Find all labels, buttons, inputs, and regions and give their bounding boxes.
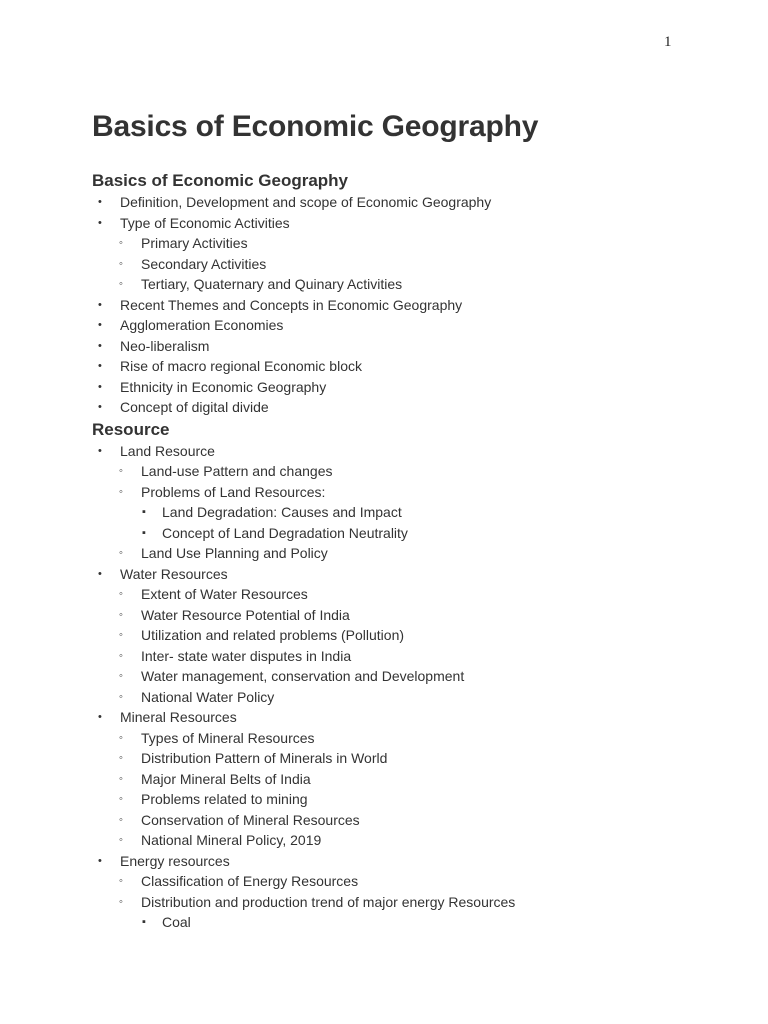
bullet-icon: •: [98, 319, 102, 331]
bullet-icon: ◦: [119, 608, 123, 621]
outline-item-level-2: [92, 687, 692, 708]
document-title: Basics of Economic Geography: [92, 110, 539, 143]
bullet-icon: ◦: [119, 875, 123, 887]
outline-item-text: Problems of Land Resources:: [141, 483, 326, 500]
outline-item-text: Neo-liberalism: [120, 337, 210, 354]
outline-item-level-1: [92, 213, 692, 234]
outline-item-level-2: [92, 274, 692, 295]
bullet-icon: ▪: [142, 506, 146, 518]
outline-item-level-2: [92, 892, 692, 913]
outline-list: [92, 441, 692, 933]
bullet-icon: ◦: [119, 752, 123, 764]
outline-item-level-1: [92, 377, 692, 398]
outline-item-level-2: [92, 482, 692, 503]
bullet-icon: •: [98, 567, 102, 580]
outline-item-text: Type of Economic Activities: [120, 214, 290, 231]
outline-item-text: Primary Activities: [141, 235, 248, 251]
outline-item-text: Distribution and production trend of major energy Resources: [141, 893, 516, 910]
bullet-icon: ▪: [142, 916, 146, 928]
outline-item-text: National Water Policy: [141, 688, 275, 705]
bullet-icon: ◦: [119, 588, 123, 600]
outline-item-text: Utilization and related problems (Pollution): [141, 627, 405, 643]
outline-item-level-2: [92, 254, 692, 275]
bullet-icon: ◦: [119, 547, 123, 559]
section-heading: Resource: [92, 419, 170, 439]
outline-item-level-1: [92, 851, 692, 872]
outline-item-text: Agglomeration Economies: [120, 317, 284, 333]
outline-item-text: Extent of Water Resources: [141, 586, 308, 602]
outline-item-text: Land-use Pattern and changes: [141, 463, 333, 479]
outline-item-level-1: [92, 564, 692, 585]
outline-item-text: Concept of Land Degradation Neutrality: [162, 524, 408, 541]
outline-item-level-2: [92, 789, 692, 810]
outline-content: [92, 169, 692, 933]
outline-item-level-2: [92, 605, 692, 626]
bullet-icon: ◦: [119, 834, 123, 846]
bullet-icon: ◦: [119, 772, 123, 785]
outline-item-level-1: [92, 192, 692, 213]
page-number: 1: [664, 34, 672, 50]
outline-item-level-1: [92, 315, 692, 336]
bullet-icon: ◦: [119, 649, 123, 662]
outline-item-level-2: [92, 461, 692, 482]
outline-item-text: Tertiary, Quaternary and Quinary Activities: [141, 276, 403, 292]
bullet-icon: •: [98, 298, 102, 311]
bullet-icon: ◦: [119, 895, 123, 908]
outline-item-text: Recent Themes and Concepts in Economic Geography: [120, 296, 463, 313]
outline-item-level-1: [92, 441, 692, 462]
outline-item-level-2: [92, 543, 692, 564]
outline-item-text: Ethnicity in Economic Geography: [120, 378, 327, 395]
outline-item-level-2: [92, 769, 692, 790]
outline-item-text: Major Mineral Belts of India: [141, 770, 311, 787]
outline-item-text: Concept of digital divide: [120, 399, 269, 415]
outline-item-level-1: [92, 336, 692, 357]
outline-item-text: Water Resource Potential of India: [141, 606, 350, 623]
outline-item-text: Secondary Activities: [141, 255, 267, 272]
bullet-icon: •: [98, 401, 102, 413]
bullet-icon: ◦: [119, 690, 123, 703]
bullet-icon: •: [98, 339, 102, 352]
outline-item-level-2: [92, 748, 692, 769]
bullet-icon: •: [98, 196, 102, 208]
outline-item-text: Land Resource: [120, 442, 215, 459]
outline-item-level-2: [92, 871, 692, 892]
outline-item-text: Problems related to mining: [141, 791, 308, 807]
bullet-icon: ◦: [119, 485, 123, 498]
outline-item-level-2: [92, 584, 692, 605]
outline-list: [92, 192, 692, 418]
outline-item-level-2: [92, 233, 692, 254]
outline-item-level-2: [92, 666, 692, 687]
outline-item-level-3: [92, 523, 692, 544]
outline-item-text: Energy resources: [120, 852, 230, 869]
bullet-icon: ▪: [142, 526, 146, 539]
outline-item-text: Land Use Planning and Policy: [141, 545, 328, 561]
bullet-icon: •: [98, 216, 102, 229]
bullet-icon: ◦: [119, 278, 123, 290]
outline-item-level-2: [92, 810, 692, 831]
bullet-icon: ◦: [119, 670, 123, 682]
bullet-icon: •: [98, 854, 102, 867]
outline-item-level-1: [92, 356, 692, 377]
outline-item-level-1: [92, 397, 692, 418]
section-heading: Basics of Economic Geography: [92, 171, 349, 190]
bullet-icon: ◦: [119, 793, 123, 805]
outline-item-text: Definition, Development and scope of Economic Geography: [120, 194, 492, 210]
outline-item-text: National Mineral Policy, 2019: [141, 832, 322, 848]
bullet-icon: •: [98, 444, 102, 457]
bullet-icon: ◦: [119, 731, 123, 744]
outline-item-level-2: [92, 625, 692, 646]
outline-item-text: Water Resources: [120, 565, 228, 582]
bullet-icon: •: [98, 711, 102, 723]
outline-item-text: Coal: [162, 914, 191, 930]
outline-item-text: Water management, conservation and Development: [141, 668, 465, 684]
section-resource: [92, 418, 692, 933]
bullet-icon: •: [98, 360, 102, 372]
outline-item-level-2: [92, 830, 692, 851]
outline-item-level-3: [92, 502, 692, 523]
outline-item-level-1: [92, 707, 692, 728]
outline-item-level-1: [92, 295, 692, 316]
outline-item-level-2: [92, 728, 692, 749]
outline-item-text: Mineral Resources: [120, 709, 237, 725]
outline-item-text: Types of Mineral Resources: [141, 729, 315, 746]
section-basics: [92, 169, 692, 418]
outline-item-text: Classification of Energy Resources: [141, 873, 359, 889]
bullet-icon: ◦: [119, 465, 123, 477]
outline-item-text: Rise of macro regional Economic block: [120, 358, 362, 374]
outline-item-level-3: [92, 912, 692, 933]
outline-item-text: Distribution Pattern of Minerals in World: [141, 750, 388, 766]
bullet-icon: •: [98, 380, 102, 393]
bullet-icon: ◦: [119, 629, 123, 641]
bullet-icon: ◦: [119, 257, 123, 270]
outline-item-text: Conservation of Mineral Resources: [141, 811, 360, 828]
outline-item-text: Inter- state water disputes in India: [141, 647, 352, 664]
bullet-icon: ◦: [119, 237, 123, 249]
bullet-icon: ◦: [119, 813, 123, 826]
outline-item-level-2: [92, 646, 692, 667]
outline-item-text: Land Degradation: Causes and Impact: [162, 504, 402, 520]
